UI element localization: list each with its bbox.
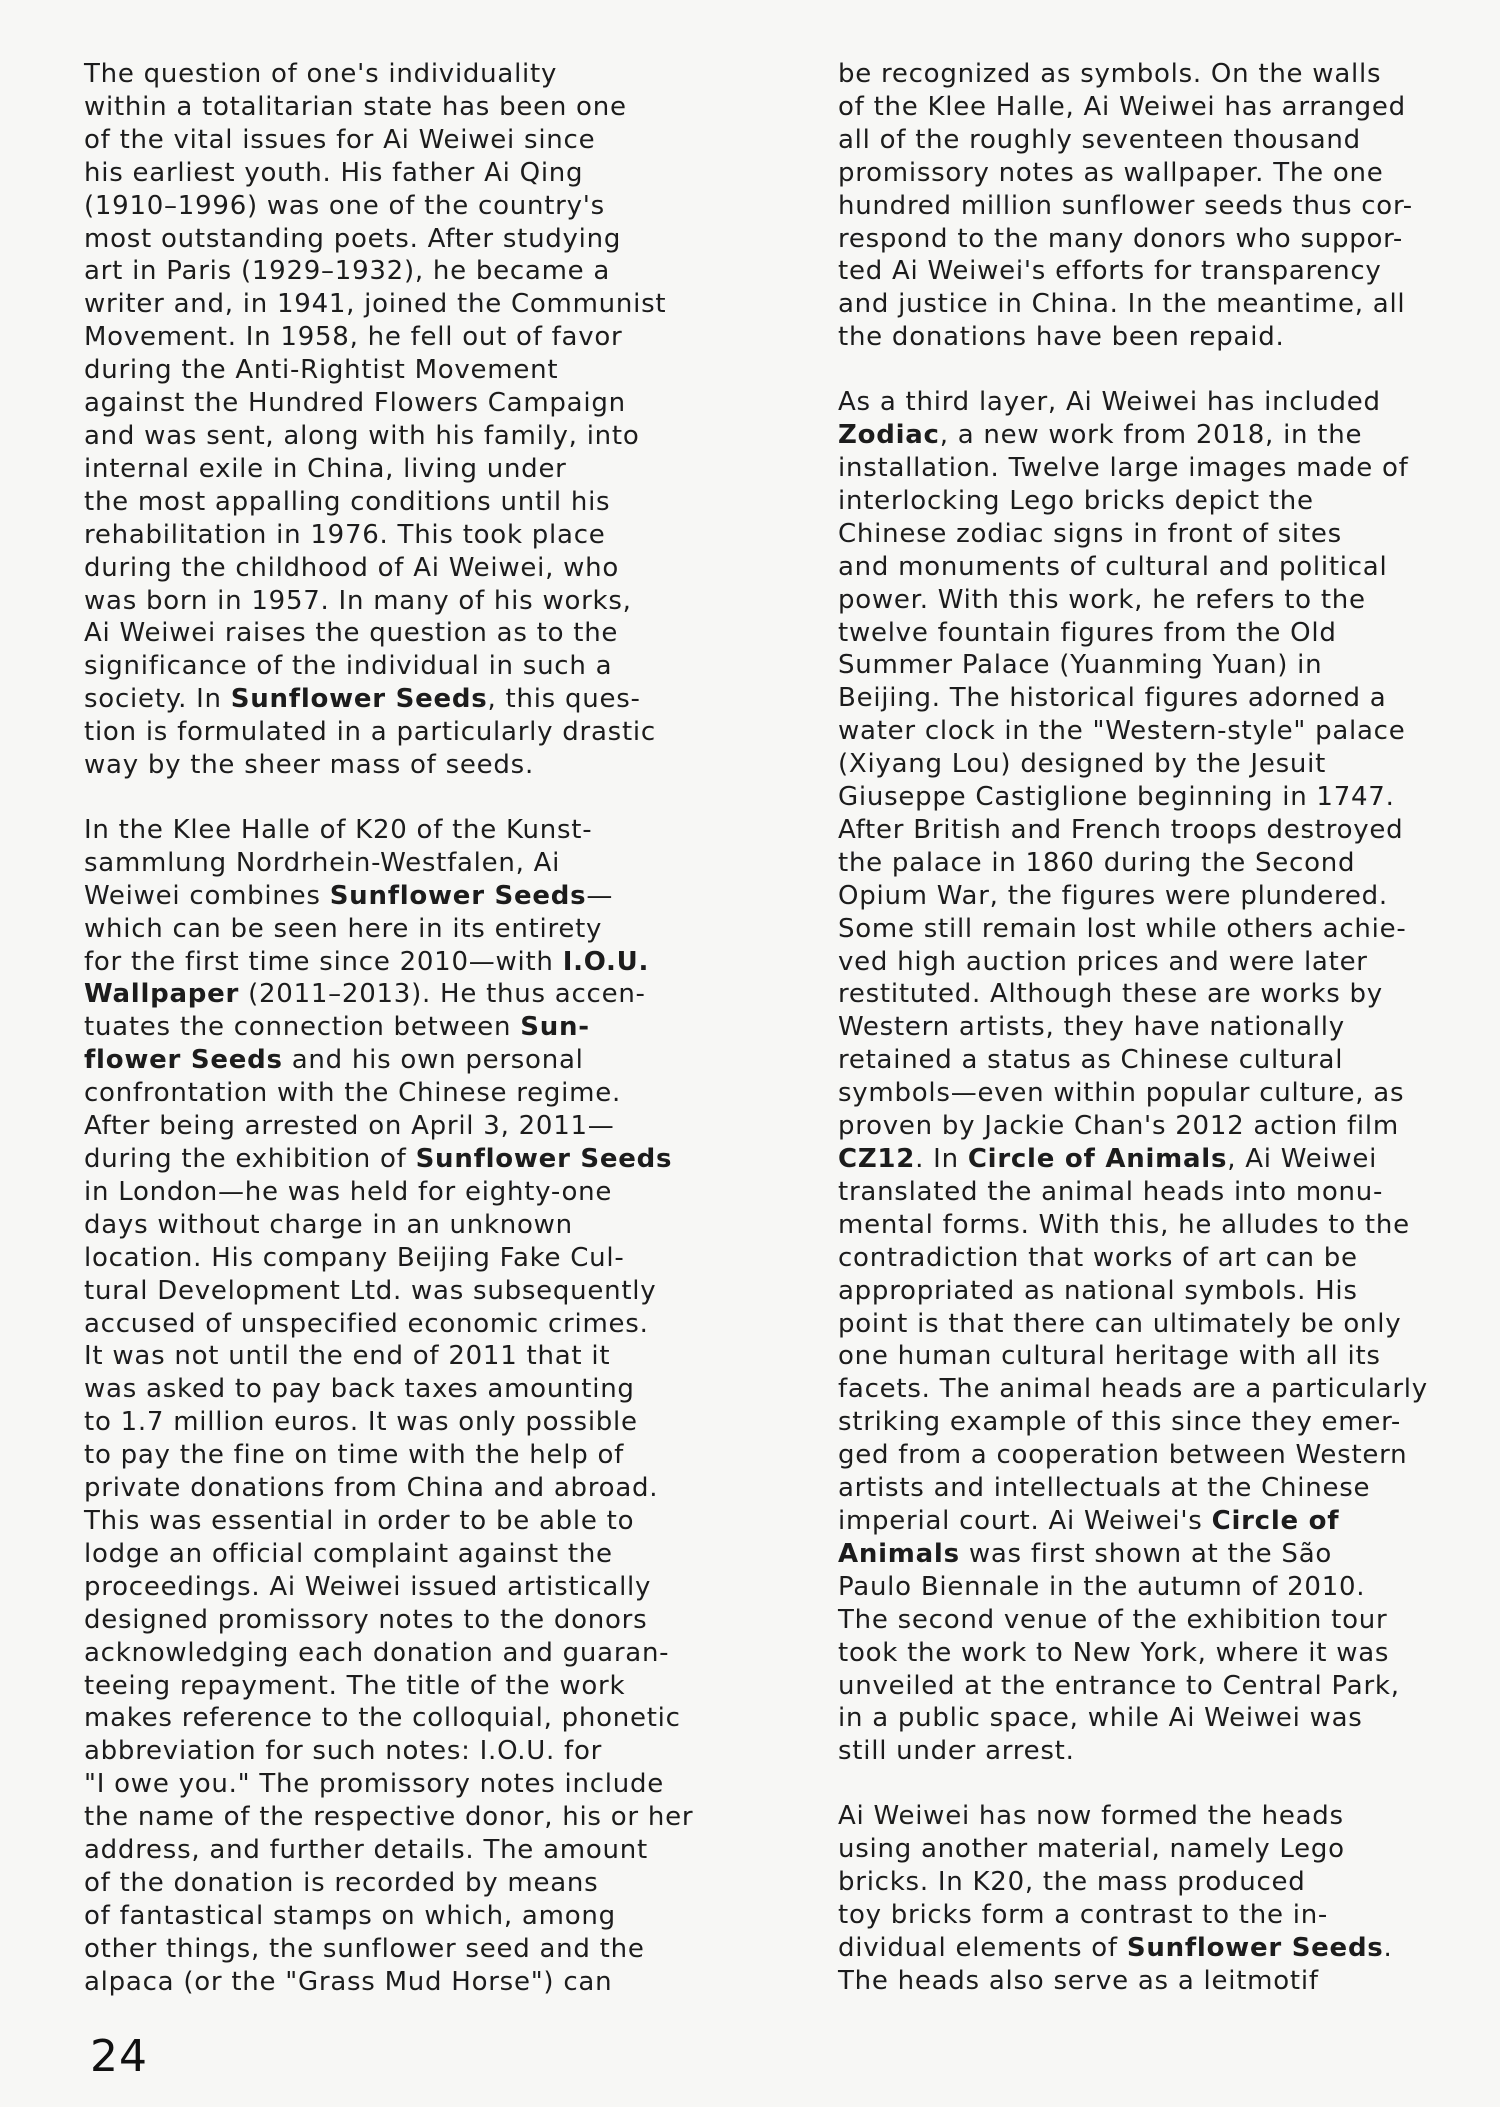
text-line: in London—he was held for eighty-one bbox=[84, 1176, 613, 1207]
text-line: After being arrested on April 3, 2011— bbox=[84, 1111, 615, 1142]
text-line: his earliest youth. His father Ai Qing bbox=[84, 157, 584, 188]
text-line: (1910–1996) was one of the country's bbox=[84, 190, 605, 221]
text-line: contradiction that works of art can be bbox=[838, 1242, 1358, 1273]
paragraph bbox=[838, 386, 1456, 1768]
text-line bbox=[838, 1538, 1456, 1571]
text-run: society. In bbox=[84, 684, 231, 715]
text-line: was asked to pay back taxes amounting bbox=[84, 1374, 635, 1405]
text-line bbox=[84, 683, 704, 716]
text-line bbox=[84, 946, 704, 979]
text-line: respond to the many donors who suppor- bbox=[838, 223, 1404, 254]
paragraph bbox=[838, 1800, 1456, 1997]
right-column bbox=[838, 58, 1456, 2030]
text-run: , a new work from 2018, in the bbox=[939, 420, 1363, 451]
text-line: the donations have been repaid. bbox=[838, 322, 1285, 353]
text-line: significance of the individual in such a bbox=[84, 651, 613, 682]
text-line: of the vital issues for Ai Weiwei since bbox=[84, 124, 596, 155]
text-line: translated the animal heads into monu- bbox=[838, 1176, 1384, 1207]
text-line: twelve fountain figures from the Old bbox=[838, 617, 1337, 648]
text-line: water clock in the "Western-style" palace bbox=[838, 716, 1406, 747]
text-line: private donations from China and abroad. bbox=[84, 1473, 659, 1504]
text-line: most outstanding poets. After studying bbox=[84, 223, 622, 254]
text-line: of the donation is recorded by means bbox=[84, 1867, 599, 1898]
text-line bbox=[84, 880, 704, 913]
text-line: the palace in 1860 during the Second bbox=[838, 847, 1356, 878]
text-line: interlocking Lego bricks depict the bbox=[838, 485, 1314, 516]
text-line: during the Anti-Rightist Movement bbox=[84, 355, 559, 386]
work-title: CZ12 bbox=[838, 1144, 916, 1174]
text-line: be recognized as symbols. On the walls bbox=[838, 59, 1382, 89]
work-title: Sunflower Seeds bbox=[1126, 1932, 1384, 1963]
text-line: one human cultural heritage with all its bbox=[838, 1341, 1381, 1372]
text-line bbox=[84, 1143, 704, 1176]
text-line: using another material, namely Lego bbox=[838, 1834, 1345, 1865]
text-line bbox=[84, 978, 704, 1011]
text-line: within a totalitarian state has been one bbox=[84, 91, 627, 122]
left-column bbox=[84, 58, 704, 2031]
text-run: during the exhibition of bbox=[84, 1144, 416, 1174]
text-line: ged from a cooperation between Western bbox=[838, 1440, 1408, 1471]
text-line bbox=[838, 1932, 1456, 1965]
text-line: alpaca (or the "Grass Mud Horse") can bbox=[84, 1966, 613, 1997]
work-title: flower Seeds bbox=[84, 1045, 283, 1076]
text-line: took the work to New York, where it was bbox=[838, 1637, 1390, 1668]
text-run: — bbox=[586, 880, 614, 911]
text-line: way by the sheer mass of seeds. bbox=[84, 750, 534, 781]
text-line: location. His company Beijing Fake Cul- bbox=[84, 1242, 625, 1273]
text-line: unveiled at the entrance to Central Park, bbox=[838, 1670, 1400, 1701]
text-line: lodge an official complaint against the bbox=[84, 1538, 613, 1569]
text-line: all of the roughly seventeen thousand bbox=[838, 124, 1361, 155]
text-line: and monuments of cultural and political bbox=[838, 551, 1388, 582]
text-line bbox=[84, 1044, 704, 1077]
text-line: still under arrest. bbox=[838, 1736, 1075, 1767]
text-line: Summer Palace (Yuanming Yuan) in bbox=[838, 650, 1323, 681]
text-line: Giuseppe Castiglione beginning in 1747. bbox=[838, 782, 1395, 813]
text-line: symbols—even within popular culture, as bbox=[838, 1078, 1405, 1109]
text-line: striking example of this since they emer- bbox=[838, 1407, 1401, 1438]
text-line: Chinese zodiac signs in front of sites bbox=[838, 518, 1342, 549]
text-line: Western artists, they have nationally bbox=[838, 1012, 1345, 1043]
text-line: in a public space, while Ai Weiwei was bbox=[838, 1703, 1363, 1734]
text-line: ted Ai Weiwei's efforts for transparency bbox=[838, 256, 1382, 287]
text-line: As a third layer, Ai Weiwei has included bbox=[838, 387, 1381, 418]
text-line: point is that there can ultimately be only bbox=[838, 1308, 1402, 1339]
text-line bbox=[84, 1011, 704, 1044]
text-line: hundred million sunflower seeds thus cor- bbox=[838, 190, 1413, 221]
text-line: ved high auction prices and were later bbox=[838, 946, 1368, 977]
text-line: days without charge in an unknown bbox=[84, 1209, 573, 1240]
work-title: Sunflower Seeds bbox=[329, 880, 587, 911]
text-line: which can be seen here in its entirety bbox=[84, 913, 603, 944]
text-line: tural Development Ltd. was subsequently bbox=[84, 1275, 657, 1306]
text-run: imperial court. Ai Weiwei's bbox=[838, 1505, 1212, 1536]
text-run: . bbox=[1383, 1932, 1393, 1963]
text-line: makes reference to the colloquial, phonetic bbox=[84, 1703, 681, 1734]
text-line: Some still remain lost while others achie- bbox=[838, 913, 1407, 944]
text-line: bricks. In K20, the mass produced bbox=[838, 1867, 1306, 1898]
text-line: sammlung Nordrhein-Westfalen, Ai bbox=[84, 847, 561, 878]
text-line: Opium War, the figures were plundered. bbox=[838, 880, 1388, 911]
text-line: Paulo Biennale in the autumn of 2010. bbox=[838, 1571, 1366, 1602]
text-line: internal exile in China, living under bbox=[84, 453, 567, 484]
text-run: for the first time since 2010—with bbox=[84, 946, 563, 977]
text-line: teeing repayment. The title of the work bbox=[84, 1670, 626, 1701]
text-line: The question of one's individuality bbox=[84, 59, 558, 89]
text-line: retained a status as Chinese cultural bbox=[838, 1045, 1344, 1076]
text-line: rehabilitation in 1976. This took place bbox=[84, 519, 606, 550]
work-title: Circle of bbox=[1211, 1505, 1340, 1536]
work-title: Sunflower Seeds bbox=[415, 1144, 673, 1174]
text-run: was first shown at the São bbox=[959, 1538, 1333, 1569]
text-line: toy bricks form a contrast to the in- bbox=[838, 1899, 1329, 1930]
text-run: Weiwei combines bbox=[84, 880, 330, 911]
text-line: The heads also serve as a leitmotif bbox=[838, 1965, 1319, 1996]
text-line: Movement. In 1958, he fell out of favor bbox=[84, 322, 623, 353]
text-line: promissory notes as wallpaper. The one bbox=[838, 157, 1384, 188]
text-line: This was essential in order to be able to bbox=[84, 1505, 635, 1536]
text-line: The second venue of the exhibition tour bbox=[838, 1604, 1388, 1635]
work-title: Zodiac bbox=[838, 420, 940, 451]
page-number: 24 bbox=[90, 2031, 148, 2082]
text-line: acknowledging each donation and guaran- bbox=[84, 1637, 670, 1668]
text-run: , this ques- bbox=[487, 684, 641, 715]
text-line: Ai Weiwei raises the question as to the bbox=[84, 618, 619, 649]
work-title: Sunflower Seeds bbox=[230, 684, 488, 715]
text-run: (2011–2013). He thus accen- bbox=[239, 979, 646, 1010]
text-line: against the Hundred Flowers Campaign bbox=[84, 388, 626, 419]
text-line: the name of the respective donor, his or her bbox=[84, 1802, 694, 1833]
text-line: appropriated as national symbols. His bbox=[838, 1275, 1358, 1306]
text-line: installation. Twelve large images made of bbox=[838, 452, 1409, 483]
text-line: during the childhood of Ai Weiwei, who bbox=[84, 552, 620, 583]
text-line: restituted. Although these are works by bbox=[838, 979, 1383, 1010]
text-line: was born in 1957. In many of his works, bbox=[84, 585, 632, 616]
text-line: facets. The animal heads are a particularly bbox=[838, 1374, 1428, 1405]
text-line: designed promissory notes to the donors bbox=[84, 1604, 648, 1635]
text-line: tion is formulated in a particularly drastic bbox=[84, 717, 656, 748]
text-run: tuates the connection between bbox=[84, 1012, 521, 1043]
paragraph bbox=[838, 58, 1456, 354]
work-title: Animals bbox=[838, 1538, 960, 1569]
text-line: (Xiyang Lou) designed by the Jesuit bbox=[838, 749, 1327, 780]
text-line: address, and further details. The amount bbox=[84, 1835, 648, 1866]
text-run: and his own personal bbox=[282, 1045, 584, 1076]
text-line: confrontation with the Chinese regime. bbox=[84, 1078, 621, 1109]
work-title: Circle of Animals bbox=[967, 1144, 1228, 1174]
text-line: abbreviation for such notes: I.O.U. for bbox=[84, 1736, 603, 1767]
text-line: the most appalling conditions until his bbox=[84, 486, 611, 517]
work-title: I.O.U. bbox=[562, 946, 650, 977]
text-line: accused of unspecified economic crimes. bbox=[84, 1308, 649, 1339]
text-line: It was not until the end of 2011 that it bbox=[84, 1341, 611, 1372]
text-line bbox=[838, 1505, 1456, 1538]
text-line: of the Klee Halle, Ai Weiwei has arranged bbox=[838, 91, 1406, 122]
text-line: to pay the fine on time with the help of bbox=[84, 1440, 625, 1471]
text-line: proven by Jackie Chan's 2012 action film bbox=[838, 1111, 1399, 1142]
paragraph bbox=[84, 58, 704, 782]
work-title: Wallpaper bbox=[84, 979, 240, 1010]
text-line: power. With this work, he refers to the bbox=[838, 584, 1366, 615]
text-line bbox=[838, 1143, 1456, 1176]
text-line: mental forms. With this, he alludes to the bbox=[838, 1209, 1410, 1240]
text-line: and was sent, along with his family, into bbox=[84, 420, 640, 451]
text-line: of fantastical stamps on which, among bbox=[84, 1900, 616, 1931]
paragraph bbox=[84, 814, 704, 1999]
text-line: In the Klee Halle of K20 of the Kunst- bbox=[84, 814, 593, 845]
text-line: Beijing. The historical figures adorned a bbox=[838, 683, 1387, 714]
text-line: proceedings. Ai Weiwei issued artistically bbox=[84, 1571, 652, 1602]
text-line: and justice in China. In the meantime, all bbox=[838, 289, 1406, 320]
text-line bbox=[838, 419, 1456, 452]
text-line: "I owe you." The promissory notes include bbox=[84, 1769, 664, 1800]
text-run: , Ai Weiwei bbox=[1227, 1144, 1378, 1174]
text-line: other things, the sunflower seed and the bbox=[84, 1933, 645, 1964]
text-run: . In bbox=[915, 1144, 968, 1174]
text-line: Ai Weiwei has now formed the heads bbox=[838, 1801, 1344, 1832]
text-line: to 1.7 million euros. It was only possible bbox=[84, 1407, 638, 1438]
text-line: After British and French troops destroyed bbox=[838, 814, 1404, 845]
work-title: Sun- bbox=[520, 1012, 590, 1043]
text-line: artists and intellectuals at the Chinese bbox=[838, 1473, 1371, 1504]
text-line: writer and, in 1941, joined the Communist bbox=[84, 289, 667, 320]
text-run: dividual elements of bbox=[838, 1932, 1127, 1963]
text-line: art in Paris (1929–1932), he became a bbox=[84, 256, 611, 287]
